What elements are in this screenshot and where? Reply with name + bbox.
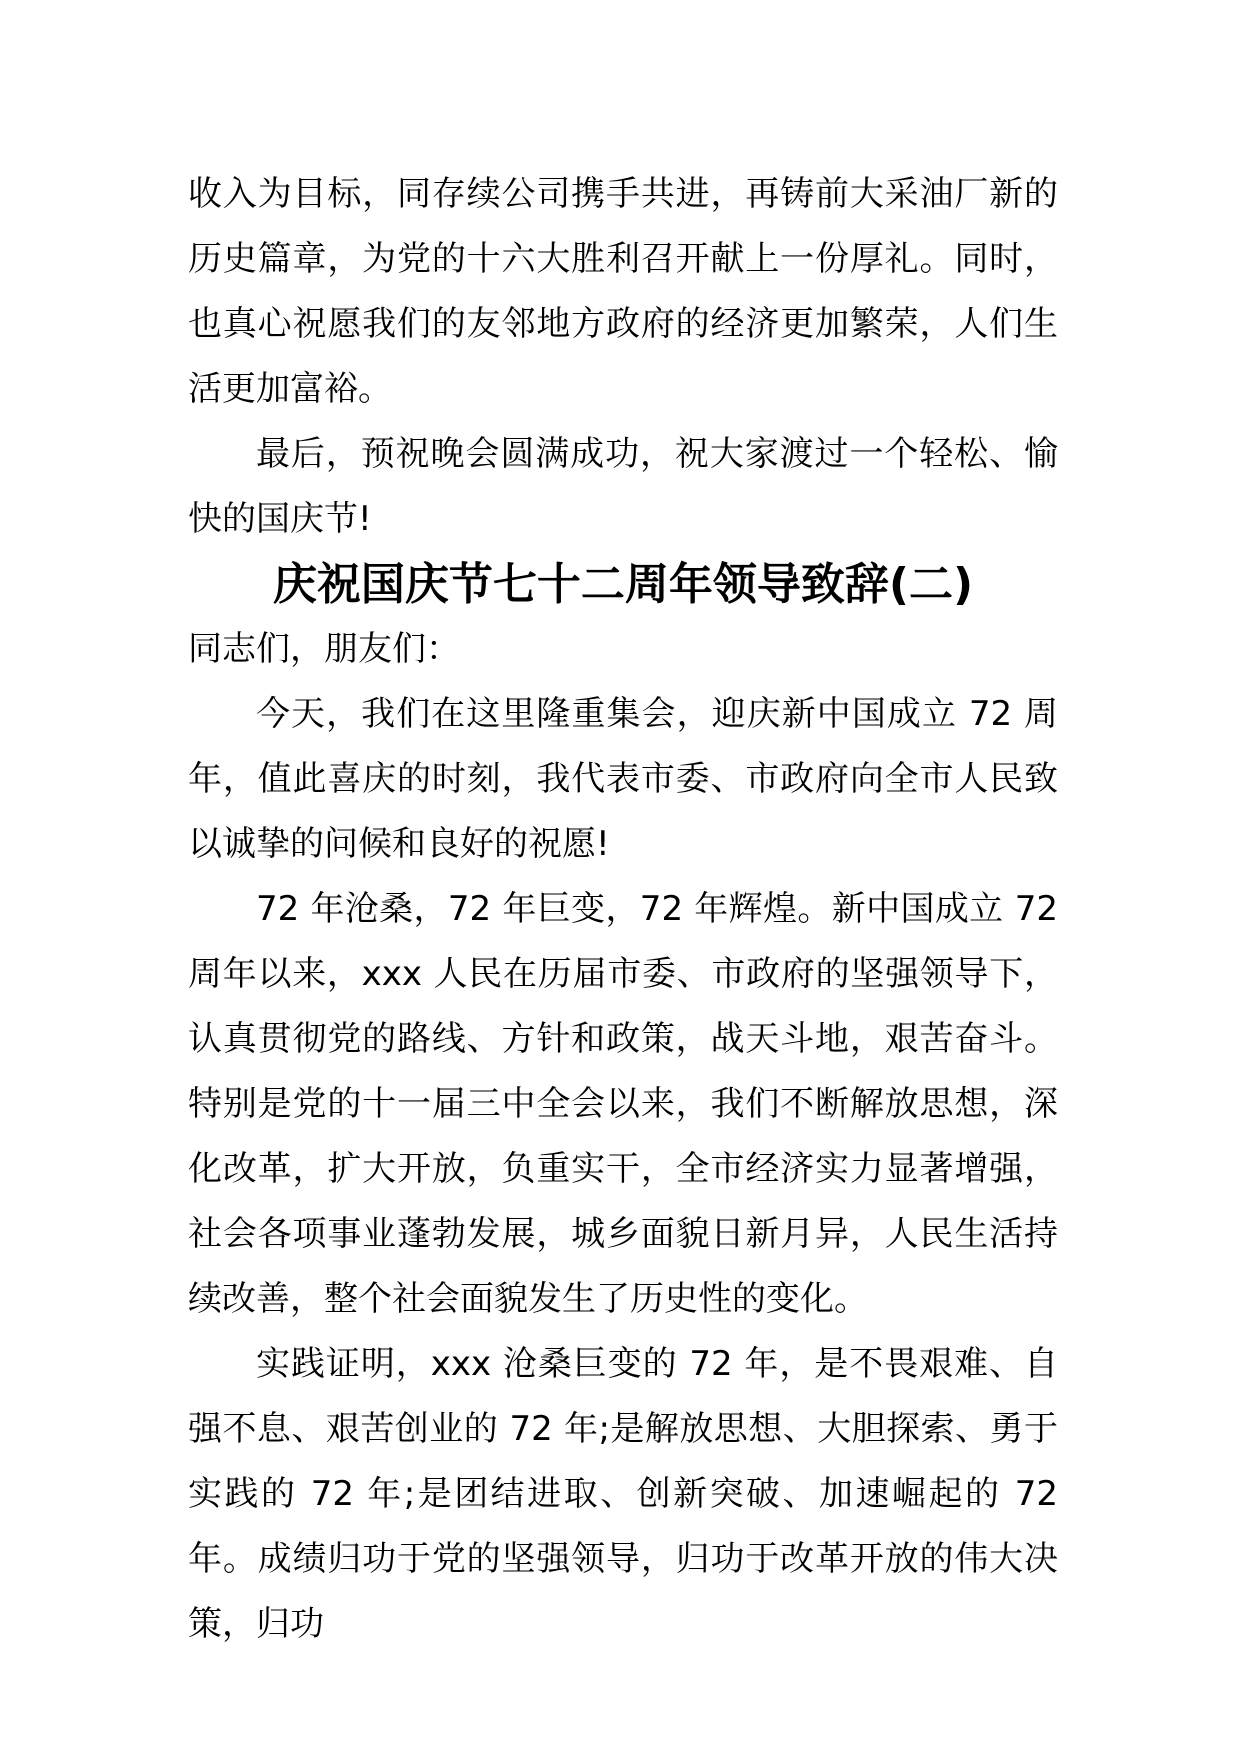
- body-paragraph-3: 实践证明，xxx 沧桑巨变的 72 年，是不畏艰难、自强不息、艰苦创业的 72 年;是解放思想、大胆探索、勇于实践的 72 年;是团结进取、创新突破、加速崛起的 72 年。成绩归功于党的坚强领导，归功于改革开放的伟大决策，归功: [188, 1344, 1058, 1644]
- body-paragraph-2: 72 年沧桑，72 年巨变，72 年辉煌。新中国成立 72 周年以来，xxx 人民在历届市委、市政府的坚强领导下，认真贯彻党的路线、方针和政策，战天斗地，艰苦奋斗。特别是党的十一届三中全会以来，我们不断解放思想，深化改革，扩大开放，负重实干，全市经济实力显著增强，社会各项事业蓬勃发展，城乡面貌日新月异，人民生活持续改善，整个社会面貌发生了历史性的变化。: [188, 889, 1058, 1319]
- document-page: [188, 162, 1058, 1657]
- salutation: 同志们，朋友们：: [188, 629, 460, 669]
- closing-paragraph: 最后，预祝晚会圆满成功，祝大家渡过一个轻松、愉快的国庆节!: [188, 434, 1058, 539]
- section-title: 庆祝国庆节七十二周年领导致辞(二): [272, 559, 974, 610]
- body-paragraph-1: 今天，我们在这里隆重集会，迎庆新中国成立 72 周年，值此喜庆的时刻，我代表市委、市政府向全市人民致以诚挚的问候和良好的祝愿!: [188, 694, 1058, 864]
- continuation-paragraph: 收入为目标，同存续公司携手共进，再铸前大采油厂新的历史篇章，为党的十六大胜利召开献上一份厚礼。同时，也真心祝愿我们的友邻地方政府的经济更加繁荣，人们生活更加富裕。: [188, 174, 1058, 409]
